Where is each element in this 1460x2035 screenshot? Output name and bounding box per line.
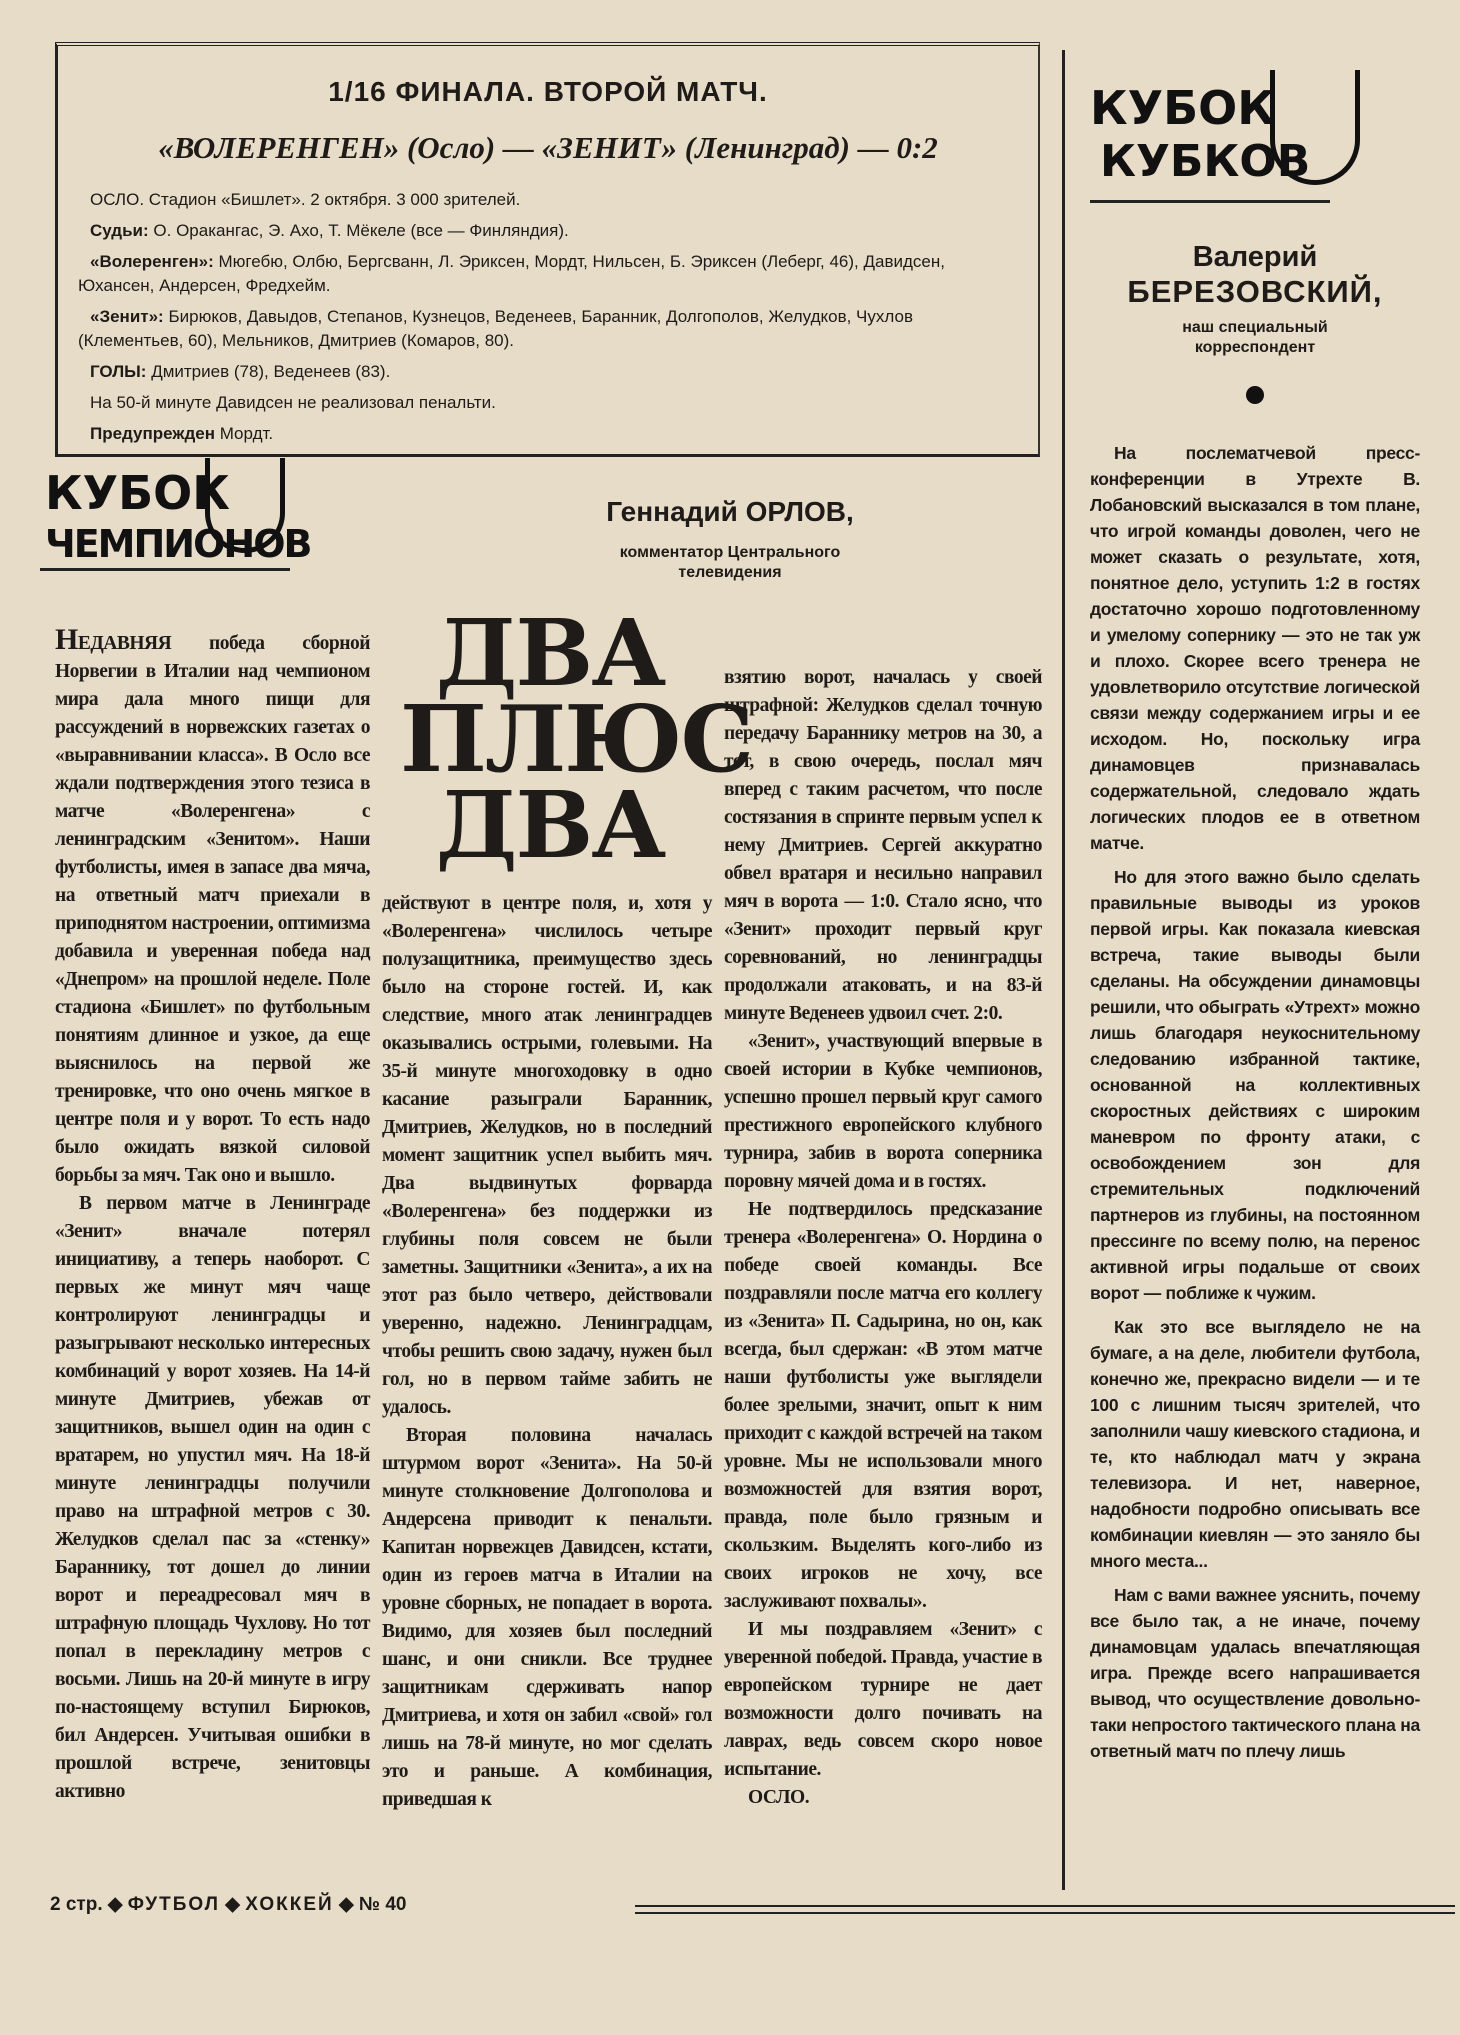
champions-cup-logo: КУБОК ЧЕМПИОНОВ [40, 440, 290, 575]
dropcap: Н [55, 623, 78, 656]
match-referees: Судьи: О. Оракангас, Э. Ахо, Т. Мёкеле (все — Финляндия). [90, 221, 569, 240]
newspaper-name-2: ХОККЕЙ [245, 1894, 334, 1915]
column-divider [1062, 50, 1065, 1890]
match-details [78, 188, 1018, 453]
main-byline [540, 495, 920, 583]
match-result-box [55, 42, 1040, 457]
team2-lineup: «Зенит»: Бирюков, Давыдов, Степанов, Кузнецов, Веденеев, Баранник, Долгополов, Желудков, Чухлов (Клементьев, 60), Мельников, Дмитриев (Комаров, 80). [78, 307, 913, 350]
newspaper-name-1: ФУТБОЛ [127, 1894, 221, 1915]
issue-number: № 40 [358, 1894, 407, 1915]
side-author-role: наш специальный корреспондент [1182, 319, 1328, 356]
side-author-last: БЕРЕЗОВСКИЙ, [1127, 274, 1383, 309]
page-footer: 2 стр. ◆ ФУТБОЛ ◆ ХОККЕЙ ◆ № 40 [50, 1893, 1430, 1923]
side-article-body: На послематчевой пресс-конференции в Утрехте В. Лобановский высказался в том плане, что игрой команды доволен, чего не может сказать о результате, хотя, понятное дело, уступить 1:2 в гостях достаточно хорошо подготовленному и умелому сопернику — это не так уж и плохо. Скорее всего тренера не удовлетворило отсутствие логической связи между содержанием игры и ее исходом. Но, поскольку игра динамовцев признавалась содержательной, следовало ждать логических плодов ее в ответном матче. Но для этого важно было сделать правильные выводы из уроков первой игры. Как показала киевская встреча, такие выводы были сделаны. На обсуждении динамовцы решили, что обыграть «Утрехт» можно лишь благодаря неукоснительному следованию избранной тактике, основанной на коллективных скоростных действиях с широким маневром по фронту атаки, с освобождением зон для стремительных подключений партнеров из глубины, на постоянном прессинге по всему полю, на перенос активной игры подальше от своих ворот — поближе к чужим. Как это все выглядело не на бумаге, а на деле, любители футбола, конечно же, прекрасно видели — и те 100 с лишним тысяч зрителей, что заполнили чашу киевского стадиона, и те, кто наблюдал матч у экрана телевизора. И нет, наверное, надобности подробно описывать все комбинации киевлян — это заняло бы много места... Нам с вами важнее уяснить, почему все было так, а не иначе, почему динамовцам удалась впечатляющая игра. Прежде всего напрашивается вывод, что осуществление довольно-таки непростого тактического плана на ответный матч по плечу лишь [1090, 443, 1420, 1761]
side-byline [1090, 240, 1420, 404]
main-author-role: комментатор Центрального телевидения [619, 544, 841, 581]
page-number: 2 стр. [50, 1894, 103, 1915]
bullet-icon [1246, 386, 1264, 404]
match-penalty: На 50-й минуте Давидсен не реализовал пенальти. [90, 393, 496, 412]
match-warned: Предупрежден Мордт. [90, 424, 274, 443]
article-column-1: НЕДАВНЯЯ победа сборной Норвегии в Италии над чемпионом мира дала много пищи для рассуждений в норвежских газетах о «выравнивании класса». В Осло все ждали подтверждения этого тезиса в матче «Волеренгена» с ленинградским «Зенитом». Наши футболисты, имея в запасе два мяча, на ответный матч приехали в приподнятом настроении, оптимизма добавила и уверенная победа над «Днепром» на прошлой неделе. Поле стадиона «Бишлет» по футбольным понятиям длинное и узкое, да еще выяснилось на первой же тренировке, что оно очень мягкое в центре поля и у ворот. То есть надо было ожидать вязкой силовой борьбы за мяч. Так оно и вышло. В первом матче в Ленинграде «Зенит» вначале потерял инициативу, а теперь наоборот. С первых же минут мяч чаще контролируют ленинградцы и разыгрывают несколько интересных комбинаций у ворот хозяев. На 14-й минуте Дмитриев, убежав от защитников, вышел один на один с вратарем, но упустил мяч. На 18-й минуте ленинградцы получили право на штрафной метров с 30. Желудков сделал пас за «стенку» Бараннику, тот дошел до линии ворот и переадресовал мяч в штрафную площадь Чухлову. Но тот попал в перекладину метров с восьми. Лишь на 20-й минуте в игру по-настоящему вступил Бирюков, бил Андерсен. Учитывая ошибки в прошлой встрече, зенитовцы активно [55, 623, 370, 1802]
article-column-3: взятию ворот, началась у своей штрафной: Желудков сделал точную передачу Бараннику метров на 30, а тот, в свою очередь, послал мяч вперед с таким расчетом, что после состязания в спринте первым успел к нему Дмитриев. Сергей аккуратно обвел вратаря и несильно направил мяч в ворота — 1:0. Стало ясно, что «Зенит» проходит первый круг соревнований, но ленинградцы продолжали атаковать, и на 83-й минуте Веденеев удвоил счет. 2:0. «Зенит», участвующий впервые в своей истории в Кубке чемпионов, успешно прошел первый круг самого престижного европейского клубного турнира, забив в ворота соперника поровну мячей дома и в гостях. Не подтвердилось предсказание тренера «Волеренгена» О. Нордина о победе своей команды. Все поздравляли после матча его коллегу из «Зенита» П. Садырина, но он, как всегда, был сдержан: «В этом матче наши футболисты уже выглядели более зрелыми, значит, опыт к ним приходит с каждой встречей на таком уровне. Мы не использовали много возможностей для взятия ворот, правда, поле было грязным и скользким. Выделять кого-либо из своих игроков не хочу, все заслуживают похвалы». И мы поздравляем «Зенит» с уверенной победой. Правда, участие в европейском турнире не дает возможности долго почивать на лаврах, ведь совсем скоро новое испытание. ОСЛО. [724, 664, 1042, 1812]
team1-lineup: «Волеренген»: Мюгебю, Олбю, Бергсванн, Л. Эриксен, Мордт, Нильсен, Б. Эриксен (Леберг, 46), Давидсен, Юхансен, Андерсен, Фредхейм. [78, 252, 945, 295]
match-score: «ВОЛЕРЕНГЕН» (Осло) — «ЗЕНИТ» (Ленинград) — 0:2 [158, 130, 938, 165]
match-stage-title: 1/16 ФИНАЛА. ВТОРОЙ МАТЧ. [328, 76, 768, 107]
side-author-first: Валерий [1192, 241, 1318, 273]
main-author: Геннадий ОРЛОВ, [606, 496, 854, 527]
footer-rule [635, 1905, 1455, 1914]
match-venue: ОСЛО. Стадион «Бишлет». 2 октября. 3 000 зрителей. [90, 190, 521, 209]
cup-winners-cup-logo: КУБОК КУБКОВ [1090, 65, 1390, 215]
article-column-2: действуют в центре поля, и, хотя у «Волеренгена» числилось четыре полузащитника, преимущество здесь было на стороне гостей. И, как следствие, много атак ленинградцев оказывались острыми, голевыми. На 35-й минуте многоходовку в одно касание разыграли Баранник, Дмитриев, Желудков, но в последний момент защитник успел выбить мяч. Два выдвинутых форварда «Волеренгена» без поддержки из глубины поля совсем не были заметны. Защитники «Зенита», а их на этот раз было четверо, действовали уверенно, надежно. Ленинградцам, чтобы решить свою задачу, нужен был гол, но в первом тайме забить не удалось. Вторая половина началась штурмом ворот «Зенита». На 50-й минуте столкновение Долгополова и Андерсена приводит к пенальти. Капитан норвежцев Давидсен, кстати, один из героев матча в Италии на уровне сборных, не попадает в ворота. Видимо, для хозяев был последний шанс, и они сникли. Все труднее защитникам сдерживать напор Дмитриева, и хотя он забил «свой» гол лишь на 78-й минуте, но мог сделать это и раньше. А комбинация, приведшая к [382, 893, 712, 1810]
dateline: ОСЛО. [748, 1787, 810, 1808]
headline: ДВА ПЛЮС ДВА [400, 599, 752, 879]
match-goals: ГОЛЫ: Дмитриев (78), Веденеев (83). [90, 362, 391, 381]
